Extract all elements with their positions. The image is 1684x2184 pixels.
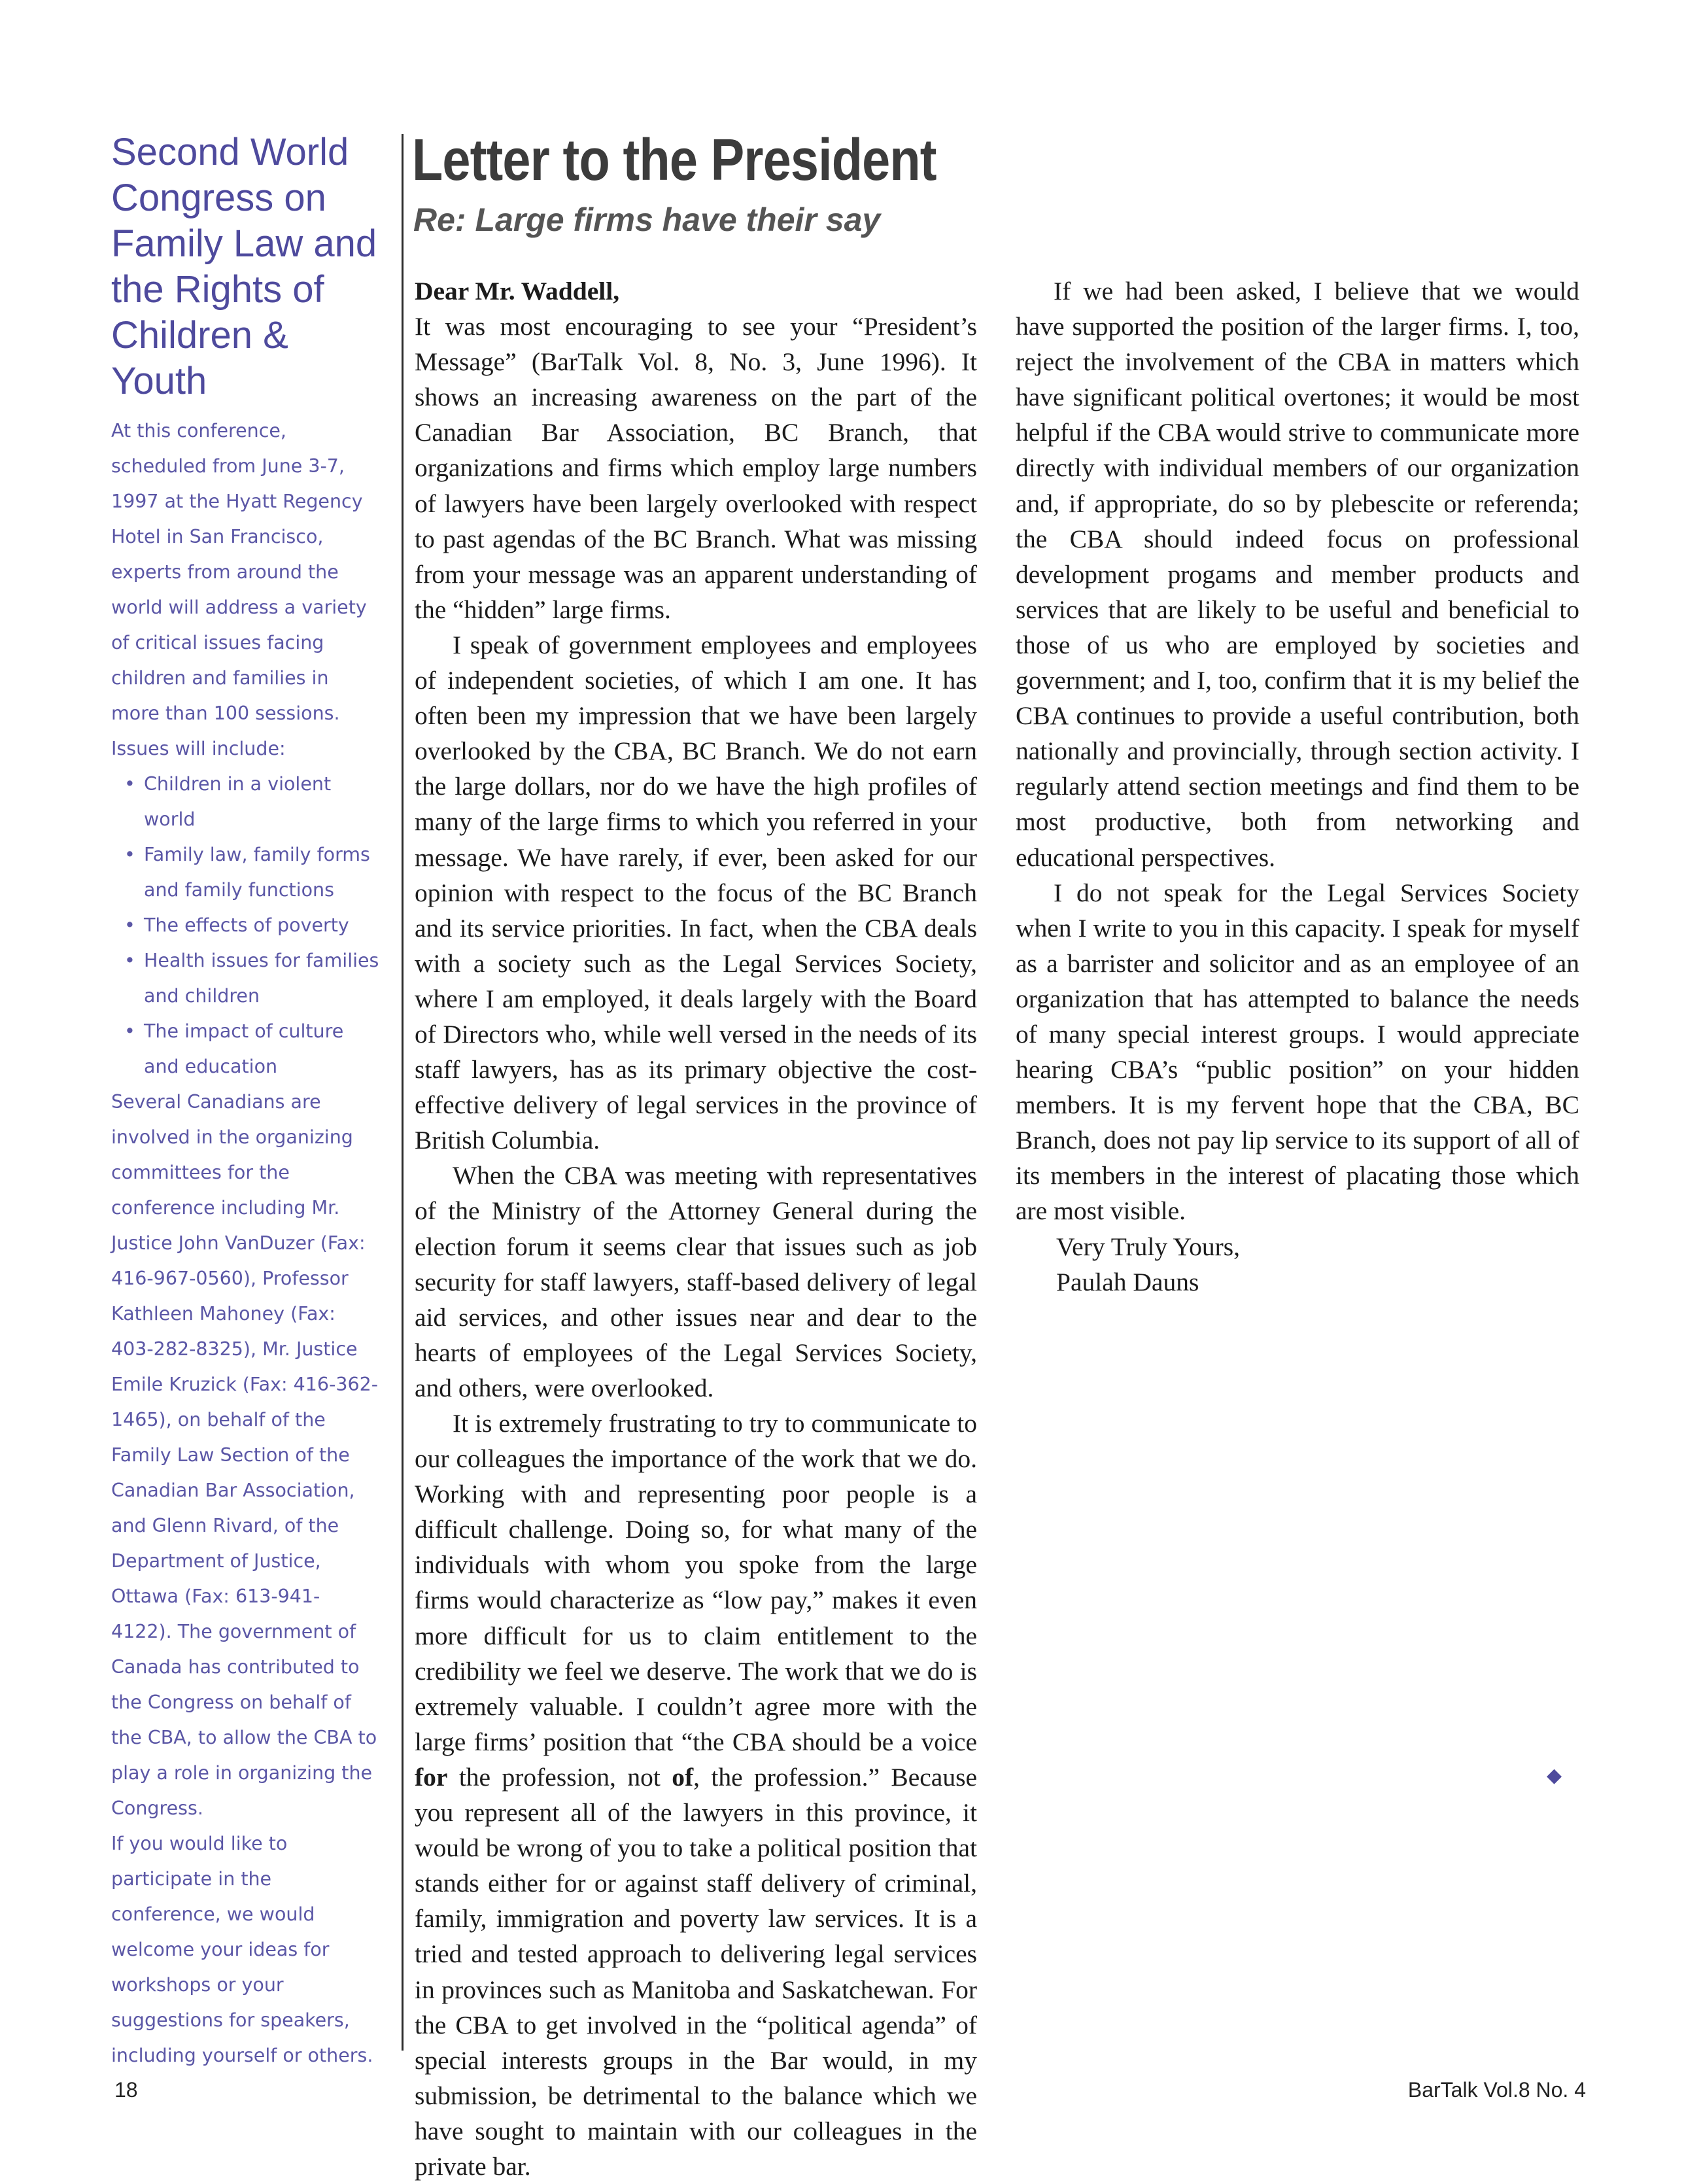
article-headline: Letter to the President: [412, 128, 937, 193]
sidebar-bullet-text: The impact of culture and education: [144, 1020, 344, 1077]
letter-paragraph: I do not speak for the Legal Services Society when I write to you in this capacity. I speak for myself as a barrister and solicitor and as an employee of an organization that has attempted to balance the needs of many special interest groups. I would appreciate hearing CBA’s “public position” on your hidden members. It is my fervent hope that the CBA, BC Branch, does not pay lip service to its support of all of its members in the interest of placating those which are most visible.: [1016, 878, 1579, 1226]
letter-paragraph: I speak of government employees and employees of independent societies, of which I am one. It has often been my impression that we have been largely overlooked by the CBA, BC Branch. We do not earn the large dollars, nor do we have the high profiles of many of the large firms to which you referred in your message. We have rarely, if ever, been asked for our opinion with respect to the focus of the BC Branch and its service priorities. In fact, when the CBA deals with a society such as the Legal Services Society, where I am employed, it deals largely with the Board of Directors who, while well versed in the needs of its staff lawyers, has as its primary objective the cost-effective delivery of legal services in the province of British Columbia.: [415, 630, 977, 1155]
sidebar-intro: At this conference, scheduled from June 3-7, 1997 at the Hyatt Regency Hotel in San Francisco, experts from around the world will address a variety of critical issues facing children and families in more than 100 sessions. Issues will include:: [111, 420, 367, 759]
sidebar-bullet-text: The effects of poverty: [144, 914, 349, 936]
letter-paragraph: It was most encouraging to see your “President’s Message” (BarTalk Vol. 8, No. 3, June 1996). It shows an increasing awareness on the part of the Canadian Bar Association, BC Branch, that organizations and firms which employ large numbers of lawyers have been largely overlooked with respect to past agendas of the BC Branch. What was missing from your message was an apparent understanding of the “hidden” large firms.: [415, 312, 977, 624]
bullet-icon: •: [124, 950, 135, 971]
end-of-article-diamond-icon: ◆: [1547, 1765, 1562, 1786]
sidebar-bullet-item: [111, 837, 379, 908]
sidebar-bullet-item: [111, 767, 379, 837]
bullet-icon: •: [124, 914, 135, 936]
sidebar-paragraph-organizers: Several Canadians are involved in the organizing committees for the conference including Mr. Justice John VanDuzer (Fax: 416-967-0560), Professor Kathleen Mahoney (Fax: 403-282-8325), Mr. Justice Emile Kruzick (Fax: 416-362-1465), on behalf of the Family Law Section of the Canadian Bar Association, and Glenn Rivard, of the Department of Justice, Ottawa (Fax: 613-941-4122). The government of Canada has contributed to the Congress on behalf of the CBA, to allow the CBA to play a role in organizing the Congress.: [111, 1091, 379, 1819]
bullet-icon: •: [124, 773, 135, 795]
letter-closing: Very Truly Yours,: [1056, 1232, 1240, 1261]
column-divider: [402, 134, 404, 2051]
sidebar-bullet-text: Health issues for families and children: [144, 950, 379, 1007]
letter-text: the profession, not: [447, 1762, 672, 1792]
sidebar-bullet-text: Children in a violent world: [144, 773, 332, 830]
letter-salutation: Dear Mr. Waddell,: [415, 277, 620, 305]
publication-title: BarTalk Vol.8 No. 4: [1407, 2078, 1586, 2102]
sidebar-bullet-item: [111, 943, 379, 1014]
bullet-icon: •: [124, 844, 135, 865]
letter-paragraph: When the CBA was meeting with representatives of the Ministry of the Attorney General during the election forum it seems clear that issues such as job security for staff lawyers, staff-based delivery of legal aid services, and other issues near and dear to the hearts of employees of the Legal Services Society, and others, were overlooked.: [415, 1161, 977, 1402]
sidebar: [111, 130, 379, 2073]
article-column-right: [1016, 273, 1579, 1300]
page-number: 18: [114, 2078, 138, 2102]
article-subhead: Re: Large firms have their say: [413, 201, 881, 238]
sidebar-title: Second World Congress on Family Law and the Rights of Children & Youth: [111, 131, 377, 402]
letter-paragraph: [415, 1406, 977, 2184]
letter-emphasis: for: [415, 1762, 448, 1792]
letter-text: It is extremely frustrating to try to communicate to our colleagues the importance of the work that we do. Working with and representing poor people is a difficult challenge. Doing so, for what many of the individuals with whom you spoke from the large firms would characterize as “low pay,” makes it even more difficult for us to claim entitlement to the credibility we feel we deserve. The work that we do is extremely valuable. I couldn’t agree more with the large firms’ position that “the CBA should be a voice: [415, 1409, 977, 1756]
letter-paragraph: If we had been asked, I believe that we would have supported the position of the larger firms. I, too, reject the involvement of the CBA in matters which have significant political overtones; it would be most helpful if the CBA would strive to communicate more directly with individual members of our organization and, if appropriate, do so by plebescite or referenda; the CBA should indeed focus on professional development progams and member products and services that are likely to be useful and beneficial to those of us who are employed by societies and government; and I, too, confirm that it is my belief the CBA continues to provide a useful contribution, both nationally and provincially, through section activity. I regularly attend section meetings and find them to be most productive, both from networking and educational perspectives.: [1016, 277, 1579, 872]
sidebar-bullet-text: Family law, family forms and family functions: [144, 844, 370, 901]
sidebar-paragraph-participate: If you would like to participate in the conference, we would welcome your ideas for workshops or your suggestions for speakers, including yourself or others.: [111, 1833, 373, 2066]
bullet-icon: •: [124, 1020, 135, 1042]
sidebar-bullet-item: [111, 908, 379, 943]
sidebar-bullet-item: [111, 1014, 379, 1084]
sidebar-bullet-list: [111, 767, 379, 1084]
letter-text: , the profession.” Because you represent all of the lawyers in this province, it would be wrong of you to take a political position that stands either for or against staff delivery of criminal, family, immigration and poverty law services. It is a tried and tested approach to delivering legal services in provinces such as Manitoba and Saskatchewan. For the CBA to get involved in the “political agenda” of special interests groups in the Bar would, in my submission, be detrimental to the balance which we have sought to maintain with our colleagues in the private bar.: [415, 1762, 977, 2181]
article-column-left: [415, 273, 977, 2184]
letter-emphasis: of: [672, 1762, 694, 1792]
letter-signature: Paulah Dauns: [1056, 1267, 1199, 1296]
